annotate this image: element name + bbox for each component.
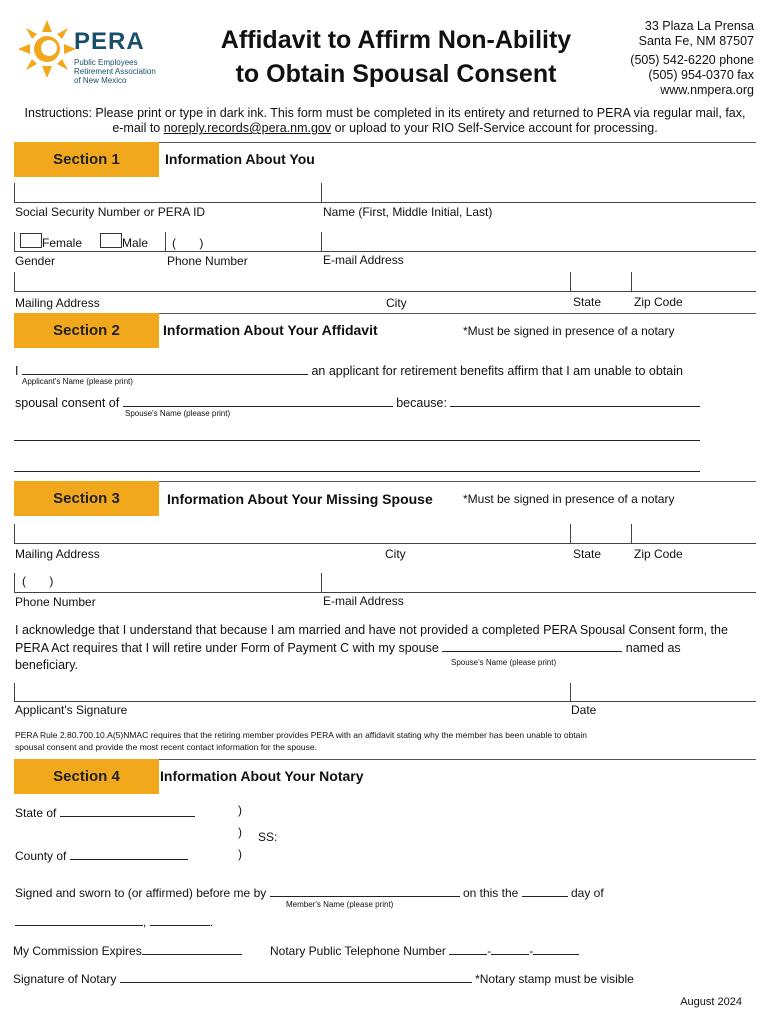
mailing-address-field[interactable] xyxy=(14,272,570,292)
county-of-line: County of xyxy=(15,847,188,863)
commission-line: My Commission Expires xyxy=(13,942,242,958)
section-2-tab: Section 2 xyxy=(14,313,159,348)
form-title-line2: to Obtain Spousal Consent xyxy=(235,60,557,88)
reason-blank[interactable] xyxy=(450,394,700,407)
female-label: Female xyxy=(42,236,83,250)
notary-phone-prefix-blank[interactable] xyxy=(491,942,529,955)
member-name-blank[interactable] xyxy=(270,884,460,897)
form-revision-date: August 2024 xyxy=(680,996,742,1008)
email-label: E-mail Address xyxy=(323,594,404,608)
website: www.nmpera.org xyxy=(660,83,754,97)
spouse-name-caption: Spouse's Name (please print) xyxy=(125,409,231,418)
spouse-phone-field[interactable] xyxy=(14,573,321,593)
venue-paren: ) xyxy=(238,803,242,817)
email-link[interactable]: noreply.records@pera.nm.gov xyxy=(163,121,332,135)
state-of-line: State of xyxy=(15,804,195,820)
email-field[interactable] xyxy=(321,232,756,252)
section-divider xyxy=(159,481,756,482)
date-field[interactable] xyxy=(570,683,756,702)
applicant-name-blank[interactable] xyxy=(22,362,308,375)
city-label: City xyxy=(385,547,406,561)
notary-signature-blank[interactable] xyxy=(120,970,472,983)
mailing-address-label: Mailing Address xyxy=(15,296,100,310)
contact-block xyxy=(630,19,754,98)
phone-area-code: ( ) xyxy=(22,574,54,588)
applicant-signature-field[interactable] xyxy=(14,683,570,702)
reason-line[interactable] xyxy=(14,471,700,472)
section-divider xyxy=(159,313,756,314)
state-field[interactable] xyxy=(570,272,631,292)
section-4-tab: Section 4 xyxy=(14,759,159,794)
sun-icon xyxy=(18,20,76,78)
acknowledgment: I acknowledge that I understand that because I am married and have not provided a completed PERA Spousal Consent form, the PERA Act requires that I will retire under Form of Payment C with my spouse named as beneficiary. xyxy=(15,623,728,672)
instructions: Instructions: Please print or type in dark ink. This form must be completed in its entirety and returned to PERA via regular mail, fax, e-mail to noreply.records@pera.nm.gov or upload to your RIO Self-Service account for processing. xyxy=(24,106,746,135)
section-1-tab: Section 1 xyxy=(14,142,159,177)
ssn-label: Social Security Number or PERA ID xyxy=(15,205,206,219)
ssn-field[interactable] xyxy=(14,183,321,203)
form-title-line1: Affidavit to Affirm Non-Ability xyxy=(220,26,572,54)
spouse-name-blank[interactable] xyxy=(123,394,393,407)
venue-paren: ) xyxy=(238,847,242,861)
state-label: State xyxy=(573,295,602,309)
spouse-name-caption: Spouse's Name (please print) xyxy=(451,658,557,667)
state-label: State xyxy=(573,547,602,561)
member-name-caption: Member's Name (please print) xyxy=(286,900,394,909)
logo-subtitle: of New Mexico xyxy=(74,76,127,85)
spouse-name-blank[interactable] xyxy=(442,639,622,652)
reason-line[interactable] xyxy=(14,440,700,441)
name-field[interactable] xyxy=(321,183,756,203)
section-1-title: Information About You xyxy=(165,151,315,167)
section-3-title: Information About Your Missing Spouse xyxy=(167,491,433,507)
phone-area-code: ( ) xyxy=(172,236,204,250)
gender-label: Gender xyxy=(15,254,56,268)
phone-number: (505) 542-6220 phone xyxy=(630,53,754,67)
commission-blank[interactable] xyxy=(142,942,242,955)
spouse-email-field[interactable] xyxy=(321,573,756,593)
name-label: Name (First, Middle Initial, Last) xyxy=(323,205,493,219)
city-label: City xyxy=(386,296,407,310)
spouse-zip-field[interactable] xyxy=(631,524,756,544)
notary-state-blank[interactable] xyxy=(60,804,195,817)
mailing-address-label: Mailing Address xyxy=(15,547,100,561)
applicant-name-caption: Applicant's Name (please print) xyxy=(22,377,133,386)
spouse-mailing-field[interactable] xyxy=(14,524,570,544)
zip-field[interactable] xyxy=(631,272,756,292)
notary-phone-line: Notary Public Telephone Number - - xyxy=(270,942,579,958)
notary-phone-line-blank[interactable] xyxy=(533,942,579,955)
zip-label: Zip Code xyxy=(634,295,683,309)
pera-logo xyxy=(18,18,168,93)
month-year-line: , . xyxy=(15,913,213,929)
address-line: Santa Fe, NM 87507 xyxy=(638,34,754,48)
logo-subtitle: Public Employees xyxy=(74,58,138,67)
spouse-state-field[interactable] xyxy=(570,524,631,544)
sworn-line: Signed and sworn to (or affirmed) before me by on this the day of xyxy=(15,886,604,900)
logo-subtitle: Retirement Association xyxy=(74,67,156,76)
date-label: Date xyxy=(571,703,597,717)
zip-label: Zip Code xyxy=(634,547,683,561)
notary-county-blank[interactable] xyxy=(70,847,188,860)
notary-note: *Must be signed in presence of a notary xyxy=(463,492,675,506)
female-checkbox[interactable] xyxy=(20,233,42,248)
notary-signature-line: Signature of Notary *Notary stamp must be visible xyxy=(13,972,634,986)
male-checkbox[interactable] xyxy=(100,233,122,248)
pera-rule-note: PERA Rule 2.80.700.10.A(5)NMAC requires that the retiring member provides PERA with an affidavit stating why the member has been unable to obtain spousal consent and provide the most recent contact information for the spouse. xyxy=(15,730,588,752)
male-label: Male xyxy=(122,236,149,250)
affidavit-line-2: spousal consent of because: xyxy=(15,394,700,410)
section-3-tab: Section 3 xyxy=(14,481,159,516)
phone-label: Phone Number xyxy=(167,254,248,268)
notary-phone-area-blank[interactable] xyxy=(449,942,487,955)
signature-label: Applicant's Signature xyxy=(15,703,128,717)
ss-label: SS: xyxy=(258,830,278,844)
address-line: 33 Plaza La Prensa xyxy=(644,19,754,33)
section-divider xyxy=(159,142,756,143)
year-blank[interactable] xyxy=(150,913,210,926)
section-4-title: Information About Your Notary xyxy=(160,768,364,784)
section-2-title: Information About Your Affidavit xyxy=(163,322,378,338)
section-divider xyxy=(159,759,756,760)
affidavit-line-1: I an applicant for retirement benefits affirm that I am unable to obtain xyxy=(15,364,683,378)
logo-text: PERA xyxy=(74,28,145,55)
email-label: E-mail Address xyxy=(323,253,404,267)
venue-paren: ) xyxy=(238,825,242,839)
month-blank[interactable] xyxy=(15,913,143,926)
day-blank[interactable] xyxy=(522,884,568,897)
notary-note: *Must be signed in presence of a notary xyxy=(463,324,675,338)
phone-label: Phone Number xyxy=(15,595,96,609)
fax-number: (505) 954-0370 fax xyxy=(648,68,754,82)
